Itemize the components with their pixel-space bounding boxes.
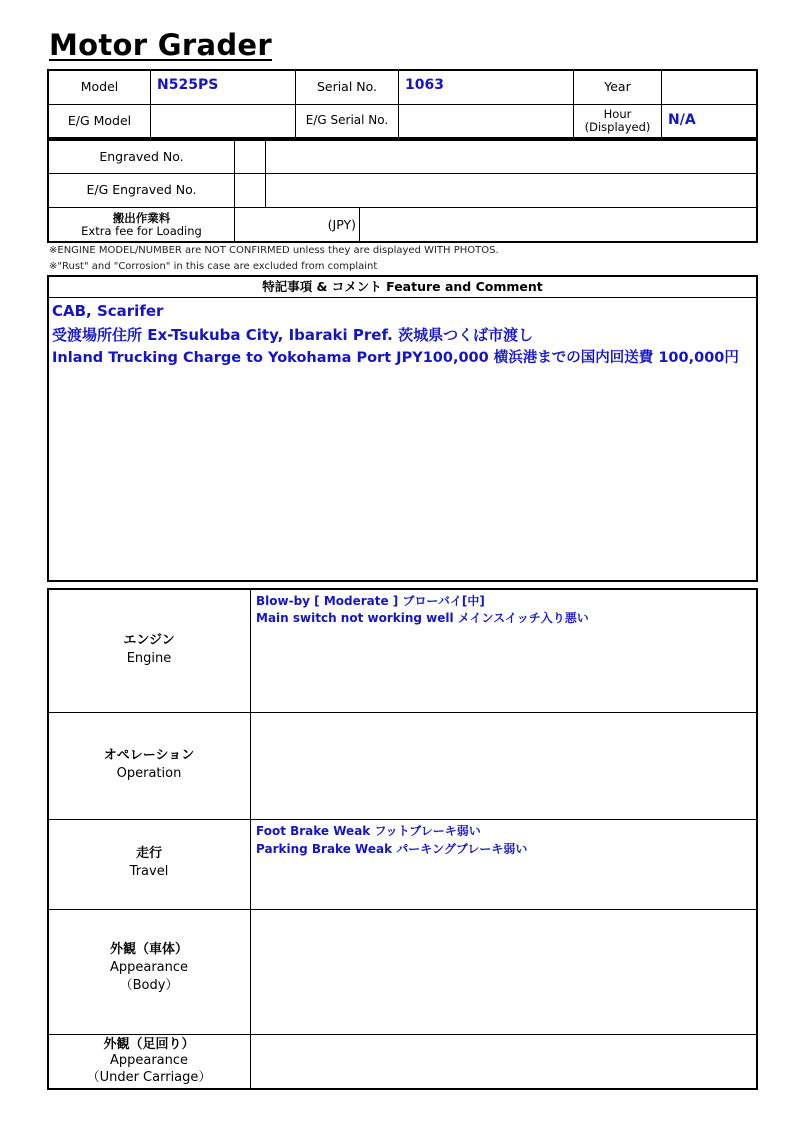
section-label-jp: 外観（足回り） bbox=[103, 1037, 195, 1052]
section-label-en2: （Body） bbox=[119, 978, 179, 994]
eg-model-value bbox=[151, 105, 295, 137]
section-label-jp: エンジン bbox=[123, 633, 175, 648]
section-undercarriage-label bbox=[48, 1037, 250, 1086]
extra-fee-label-en: Extra fee for Loading bbox=[81, 224, 202, 238]
note-rust: ※"Rust" and "Corrosion" in this case are excluded from complaint bbox=[49, 261, 378, 272]
divider bbox=[47, 712, 758, 713]
eg-serial-label: E/G Serial No. bbox=[305, 113, 389, 128]
divider bbox=[250, 588, 251, 1090]
note-engine-confirm: ※ENGINE MODEL/NUMBER are NOT CONFIRMED unless they are displayed WITH PHOTOS. bbox=[49, 245, 499, 256]
model-value: N525PS bbox=[157, 77, 219, 93]
serial-value: 1063 bbox=[405, 77, 444, 93]
section-label-jp: 外観（車体） bbox=[109, 942, 188, 957]
hour-label-line2: (Displayed) bbox=[584, 120, 651, 134]
section-label-en2: （Under Carriage） bbox=[86, 1069, 212, 1085]
comment-line: Inland Trucking Charge to Yokohama Port JPY100,000 横浜港までの国内回送費 100,000円 bbox=[52, 350, 739, 366]
divider bbox=[359, 207, 360, 243]
comment-header: 特記事項 & コメント Feature and Comment bbox=[262, 278, 543, 294]
divider bbox=[265, 139, 266, 207]
page-title: Motor Grader bbox=[49, 28, 272, 62]
comment-line: 受渡場所住所 Ex-Tsukuba City, Ibaraki Pref. 茨城県つくば市渡し bbox=[52, 326, 534, 344]
serial-label: Serial No. bbox=[316, 79, 378, 95]
extra-fee-unit: (JPY) bbox=[327, 216, 356, 232]
model-label: Model bbox=[80, 79, 119, 95]
travel-note: Parking Brake Weak パーキングブレーキ弱い bbox=[256, 842, 528, 856]
divider bbox=[47, 909, 758, 910]
engraved-label: Engraved No. bbox=[99, 148, 184, 164]
extra-fee-label bbox=[49, 208, 234, 242]
hour-label bbox=[574, 105, 661, 137]
eg-serial-value bbox=[399, 105, 573, 137]
section-label-en: Appearance bbox=[109, 960, 189, 976]
hour-value: N/A bbox=[668, 112, 696, 128]
divider bbox=[47, 1034, 758, 1035]
section-label-en: Travel bbox=[129, 864, 169, 880]
section-label-jp: 走行 bbox=[135, 846, 162, 861]
section-label-jp: オペレーション bbox=[103, 748, 195, 763]
year-value bbox=[662, 71, 756, 104]
eg-engraved-label: E/G Engraved No. bbox=[86, 182, 197, 198]
section-body-label bbox=[48, 941, 250, 996]
section-label-en: Engine bbox=[126, 651, 172, 667]
eg-model-label: E/G Model bbox=[67, 112, 132, 128]
hour-label-line1: Hour bbox=[603, 106, 632, 121]
section-label-en: Appearance bbox=[109, 1053, 189, 1069]
engine-note: Main switch not working well メインスイッチ入り悪い bbox=[256, 611, 589, 625]
section-travel-label bbox=[48, 845, 250, 881]
divider bbox=[47, 819, 758, 820]
year-label: Year bbox=[604, 79, 631, 95]
travel-note: Foot Brake Weak フットブレーキ弱い bbox=[256, 824, 481, 838]
divider bbox=[47, 297, 758, 298]
extra-fee-label-jp: 搬出作業料 bbox=[112, 210, 171, 225]
engine-note: Blow-by [ Moderate ] ブローバイ[中] bbox=[256, 594, 485, 608]
section-operation-label bbox=[48, 747, 250, 783]
section-label-en: Operation bbox=[116, 766, 182, 782]
comment-line: CAB, Scarifer bbox=[52, 302, 164, 320]
section-engine-label bbox=[48, 632, 250, 668]
comment-box bbox=[47, 275, 758, 582]
